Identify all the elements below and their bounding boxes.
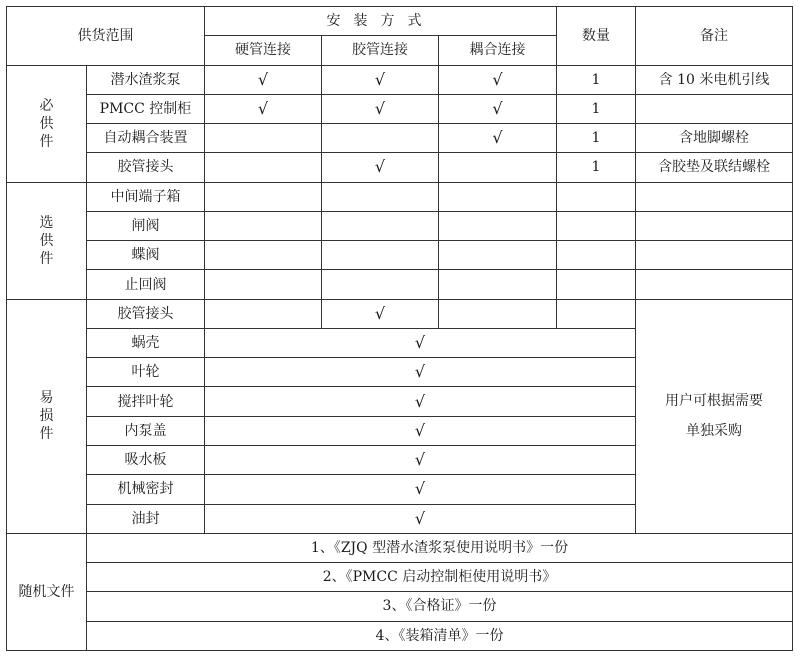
doc-item: 2、《PMCC 启动控制柜使用说明书》	[87, 563, 793, 592]
check-mark: √	[322, 299, 439, 328]
item-remark: 含胶垫及联结螺栓	[636, 153, 793, 182]
item-quantity: 1	[557, 65, 636, 94]
empty-cell	[205, 299, 322, 328]
item-name: 潜水渣浆泵	[87, 65, 205, 94]
table-row	[7, 211, 793, 240]
check-mark: √	[205, 65, 322, 94]
item-name: 蝶阀	[87, 241, 205, 270]
group-label-optional: 选 供 件	[7, 182, 87, 299]
group-label-docs: 随机文件	[7, 533, 87, 650]
item-name: 闸阀	[87, 211, 205, 240]
item-quantity: 1	[557, 153, 636, 182]
check-mark: √	[205, 358, 636, 387]
empty-cell	[557, 270, 636, 299]
empty-cell	[205, 153, 322, 182]
check-mark: √	[439, 124, 557, 153]
empty-cell	[636, 270, 793, 299]
empty-cell	[636, 211, 793, 240]
empty-cell	[439, 153, 557, 182]
check-mark: √	[205, 328, 636, 357]
item-name: 机械密封	[87, 475, 205, 504]
empty-cell	[205, 182, 322, 211]
empty-cell	[322, 124, 439, 153]
check-mark: √	[205, 387, 636, 416]
item-name: 蜗壳	[87, 328, 205, 357]
table-row	[7, 241, 793, 270]
empty-cell	[322, 211, 439, 240]
empty-cell	[205, 270, 322, 299]
table-row	[7, 65, 793, 94]
check-mark: √	[205, 475, 636, 504]
check-mark: √	[322, 153, 439, 182]
empty-cell	[439, 182, 557, 211]
item-name: 胶管接头	[87, 153, 205, 182]
header-remarks: 备注	[636, 7, 793, 66]
table-row	[7, 563, 793, 592]
item-quantity: 1	[557, 124, 636, 153]
check-mark: √	[205, 504, 636, 533]
item-name: 叶轮	[87, 358, 205, 387]
empty-cell	[439, 241, 557, 270]
table-row	[7, 299, 793, 328]
header-install-method: 安装方式	[205, 7, 557, 36]
item-name: 胶管接头	[87, 299, 205, 328]
empty-cell	[557, 182, 636, 211]
table-row	[7, 621, 793, 650]
item-remark: 含地脚螺栓	[636, 124, 793, 153]
check-mark: √	[439, 94, 557, 123]
check-mark: √	[205, 445, 636, 474]
table-row	[7, 533, 793, 562]
table-row	[7, 124, 793, 153]
item-name: 油封	[87, 504, 205, 533]
header-row-1	[7, 7, 793, 36]
doc-item: 3、《合格证》一份	[87, 592, 793, 621]
item-name: 内泵盖	[87, 416, 205, 445]
empty-cell	[439, 270, 557, 299]
empty-cell	[322, 270, 439, 299]
empty-cell	[557, 241, 636, 270]
item-name: 吸水板	[87, 445, 205, 474]
empty-cell	[557, 211, 636, 240]
doc-item: 4、《装箱清单》一份	[87, 621, 793, 650]
empty-cell	[636, 182, 793, 211]
doc-item: 1、《ZJQ 型潜水渣浆泵使用说明书》一份	[87, 533, 793, 562]
header-quantity: 数量	[557, 7, 636, 66]
item-name: 中间端子箱	[87, 182, 205, 211]
check-mark: √	[205, 94, 322, 123]
item-name: 止回阀	[87, 270, 205, 299]
table-row	[7, 94, 793, 123]
item-name: PMCC 控制柜	[87, 94, 205, 123]
header-scope: 供货范围	[7, 7, 205, 66]
item-name: 搅拌叶轮	[87, 387, 205, 416]
header-method-hard-pipe: 硬管连接	[205, 36, 322, 65]
table-row	[7, 182, 793, 211]
wear-remark: 用户可根据需要 单独采购	[636, 299, 793, 533]
item-name: 自动耦合装置	[87, 124, 205, 153]
table-row	[7, 592, 793, 621]
empty-cell	[205, 124, 322, 153]
empty-cell	[439, 211, 557, 240]
item-quantity: 1	[557, 94, 636, 123]
supply-scope-table	[6, 6, 793, 651]
group-label-wear: 易 损 件	[7, 299, 87, 533]
empty-cell	[205, 211, 322, 240]
empty-cell	[557, 299, 636, 328]
header-method-hose: 胶管连接	[322, 36, 439, 65]
empty-cell	[205, 241, 322, 270]
check-mark: √	[205, 416, 636, 445]
table-row	[7, 153, 793, 182]
group-label-required: 必 供 件	[7, 65, 87, 182]
header-method-coupling: 耦合连接	[439, 36, 557, 65]
empty-cell	[322, 182, 439, 211]
check-mark: √	[439, 65, 557, 94]
empty-cell	[439, 299, 557, 328]
table-row	[7, 270, 793, 299]
item-remark: 含 10 米电机引线	[636, 65, 793, 94]
check-mark: √	[322, 65, 439, 94]
empty-cell	[322, 241, 439, 270]
check-mark: √	[322, 94, 439, 123]
empty-cell	[636, 241, 793, 270]
item-remark	[636, 94, 793, 123]
